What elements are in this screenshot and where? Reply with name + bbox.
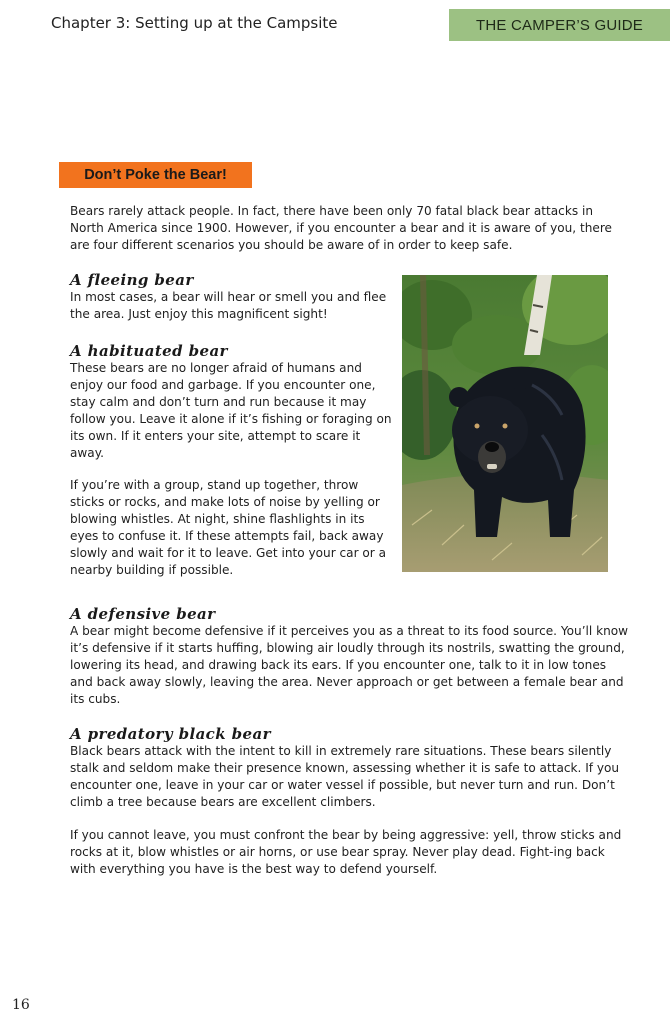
- defensive-bear-text: A bear might become defensive if it perceives you as a threat to its food source. You’ll know it’s defensive if it starts huffing, blowing air loudly through its nostrils, swatting the ground, lowering its head, and drawing back its ears. If you encounter one, talk to it in low tones and back away slowly, leaving the area. Never approach or get between a female bear and its cubs.: [70, 624, 629, 706]
- black-bear-photo: [402, 275, 608, 572]
- habituated-bear-group-text: If you’re with a group, stand up together, throw sticks or rocks, and make lots of noise by yelling or blowing whistles. At night, shine flashlights in its eyes to confuse it. If these attempts fail, back away slowly and wait for it to leave. Get into your car or a nearby building if possible.: [70, 478, 387, 577]
- predatory-bear-heading: A predatory black bear: [70, 725, 271, 743]
- predatory-bear-text: Black bears attack with the intent to kill in extremely rare situations. These bears silently stalk and seldom make their presence known, assessing whether it is safe to attack. If you encounter one, leave in your car or water vessel if possible, but never turn and run. Don’t climb a tree because bears are excellent climbers.: [70, 744, 620, 809]
- predatory-bear-confront-text: If you cannot leave, you must confront the bear by being aggressive: yell, throw sticks and rocks at it, blow whistles or air horns, or use bear spray. Never play dead. Fight-ing back with everything you have is the best way to defend yourself.: [70, 828, 622, 876]
- intro-paragraph: Bears rarely attack people. In fact, there have been only 70 fatal black bear attacks in North America since 1900. However, if you encounter a bear and it is aware of you, there are four different scenarios you should be aware of in order to keep safe.: [70, 204, 612, 252]
- habituated-bear-heading: A habituated bear: [70, 342, 228, 360]
- habituated-bear-text: These bears are no longer afraid of humans and enjoy our food and garbage. If you encounter one, stay calm and don’t turn and run because it may follow you. Leave it alone if it’s fishing or foraging on its own. If it enters your site, attempt to scare it away.: [70, 361, 392, 460]
- chapter-title: Chapter 3: Setting up at the Campsite: [51, 14, 338, 32]
- section-title-banner: Don’t Poke the Bear!: [59, 162, 252, 188]
- page-number: 16: [12, 997, 30, 1013]
- book-title-badge: THE CAMPER’S GUIDE: [449, 9, 670, 41]
- fleeing-bear-text: In most cases, a bear will hear or smell you and flee the area. Just enjoy this magnificent sight!: [70, 290, 387, 321]
- fleeing-bear-heading: A fleeing bear: [70, 271, 194, 289]
- defensive-bear-heading: A defensive bear: [70, 605, 216, 623]
